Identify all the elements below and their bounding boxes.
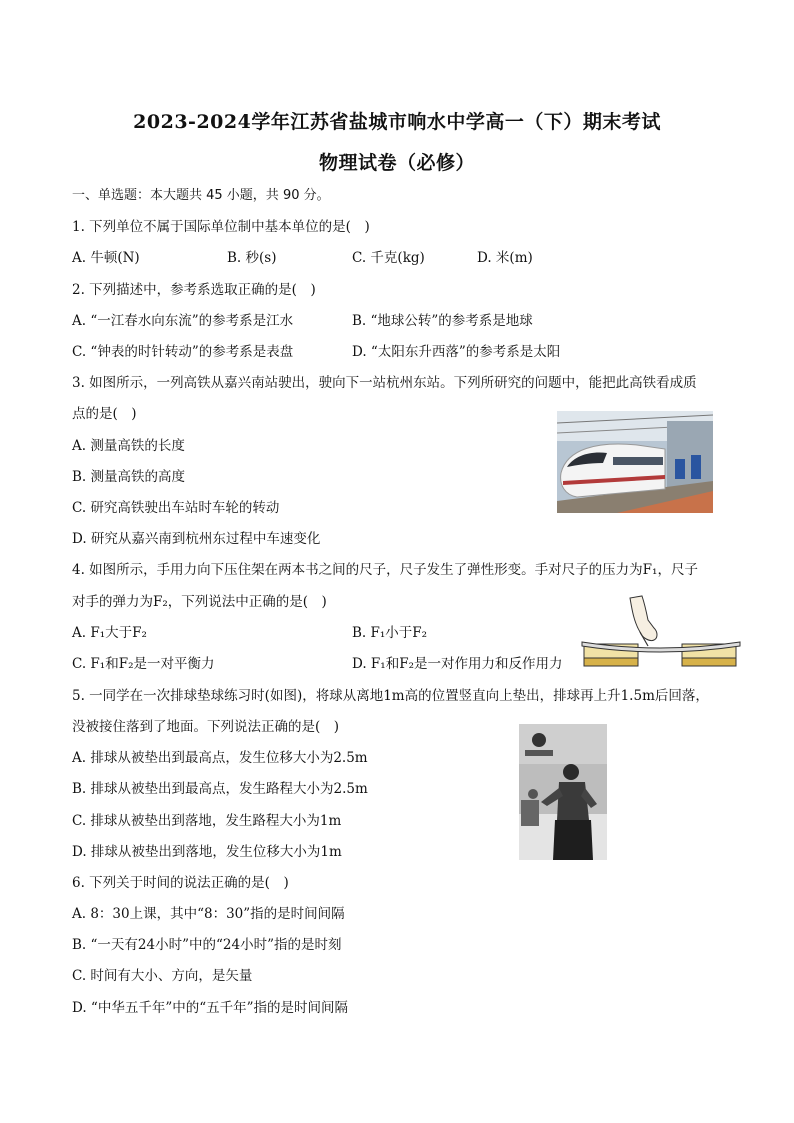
q3-option-b: B. 测量高铁的高度 xyxy=(72,469,186,485)
q6-stem: 6. 下列关于时间的说法正确的是( ) xyxy=(72,875,289,891)
q2-option-b: B. “地球公转”的参考系是地球 xyxy=(352,313,533,329)
q4-stem-line2: 对手的弹力为F₂，下列说法中正确的是( ) xyxy=(72,594,327,610)
q4-stem-line1: 4. 如图所示，手用力向下压住架在两本书之间的尺子，尺子发生了弹性形变。手对尺子的压力为F₁，尺子 xyxy=(72,562,698,578)
q5-option-b: B. 排球从被垫出到最高点，发生路程大小为2.5m xyxy=(72,781,368,797)
q1-option-a: A. 牛顿(N) xyxy=(72,250,140,266)
q5-option-d: D. 排球从被垫出到落地，发生位移大小为1m xyxy=(72,844,342,860)
q5-stem-line2: 没被接住落到了地面。下列说法正确的是( ) xyxy=(72,719,340,735)
q1-option-d: D. 米(m) xyxy=(477,250,533,266)
q2-option-c: C. “钟表的时针转动”的参考系是表盘 xyxy=(72,344,294,360)
q4-option-c: C. F₁和F₂是一对平衡力 xyxy=(72,656,215,672)
q5-option-c: C. 排球从被垫出到落地，发生路程大小为1m xyxy=(72,813,342,829)
q5-stem-line1: 5. 一同学在一次排球垫球练习时(如图)，将球从离地1m高的位置竖直向上垫出，排球再上升1.5m后回落， xyxy=(72,688,709,704)
q1-option-b: B. 秒(s) xyxy=(227,250,277,266)
q3-option-a: A. 测量高铁的长度 xyxy=(72,438,185,454)
q6-option-c: C. 时间有大小、方向，是矢量 xyxy=(72,968,253,984)
q3-option-d: D. 研究从嘉兴南到杭州东过程中车速变化 xyxy=(72,531,321,547)
q2-option-a: A. “一江春水向东流”的参考系是江水 xyxy=(72,313,294,329)
q4-option-a: A. F₁大于F₂ xyxy=(72,625,147,641)
high-speed-train-photo xyxy=(557,411,713,513)
q3-stem-line1: 3. 如图所示，一列高铁从嘉兴南站驶出，驶向下一站杭州东站。下列所研究的问题中，能把此高铁看成质 xyxy=(72,375,697,391)
q2-option-d: D. “太阳东升西落”的参考系是太阳 xyxy=(352,344,561,360)
q6-option-a: A. 8：30上课，其中“8：30”指的是时间间隔 xyxy=(72,906,345,922)
exam-title: 2023-2024学年江苏省盐城市响水中学高一（下）期末考试 xyxy=(133,111,661,133)
q6-option-b: B. “一天有24小时”中的“24小时”指的是时刻 xyxy=(72,937,342,953)
ruler-illustration xyxy=(578,592,760,672)
exam-subtitle: 物理试卷（必修） xyxy=(318,152,475,174)
train-illustration xyxy=(557,411,713,513)
q1-option-c: C. 千克(kg) xyxy=(352,250,425,266)
q2-stem: 2. 下列描述中，参考系选取正确的是( ) xyxy=(72,282,316,298)
q4-option-b: B. F₁小于F₂ xyxy=(352,625,428,641)
q6-option-d: D. “中华五千年”中的“五千年”指的是时间间隔 xyxy=(72,1000,349,1016)
volleyball-photo xyxy=(519,724,607,860)
q5-option-a: A. 排球从被垫出到最高点，发生位移大小为2.5m xyxy=(72,750,368,766)
hand-ruler-books-figure xyxy=(578,592,760,672)
q3-option-c: C. 研究高铁驶出车站时车轮的转动 xyxy=(72,500,280,516)
q1-stem: 1. 下列单位不属于国际单位制中基本单位的是( ) xyxy=(72,219,370,235)
volleyball-illustration xyxy=(519,724,607,860)
q4-option-d: D. F₁和F₂是一对作用力和反作用力 xyxy=(352,656,563,672)
q3-stem-line2: 点的是( ) xyxy=(72,406,137,422)
section-heading: 一、单选题：本大题共 45 小题，共 90 分。 xyxy=(72,188,330,203)
